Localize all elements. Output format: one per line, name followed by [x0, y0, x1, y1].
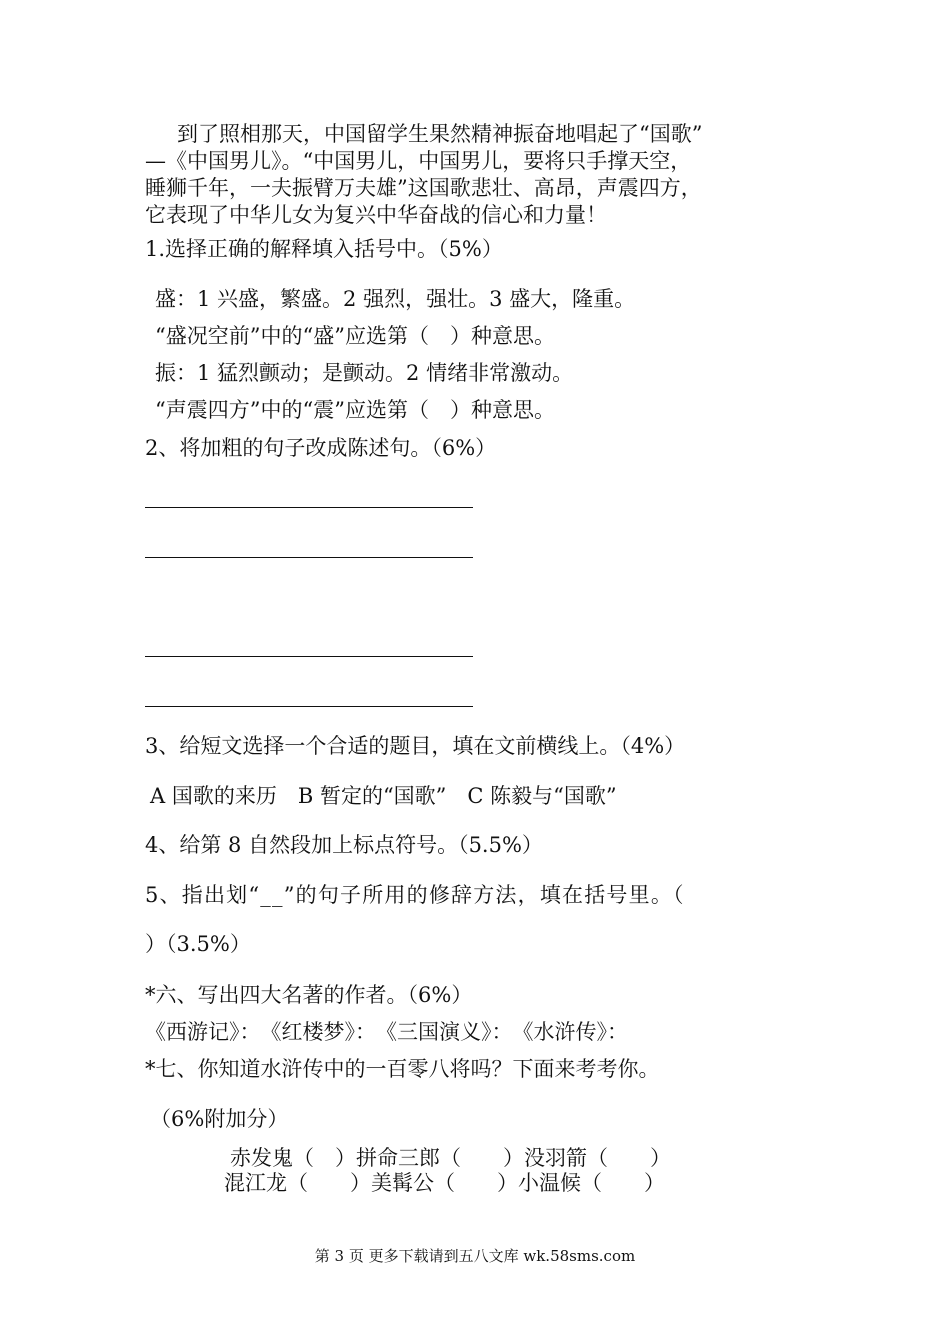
q5-line2: ）（3.5%） — [145, 932, 251, 956]
q7-row-2: 混江龙（ ）美髯公（ ）小温候（ ） — [224, 1171, 665, 1195]
answer-line — [145, 507, 473, 508]
q4-title: 4、给第 8 自然段加上标点符号。（5.5%） — [145, 833, 543, 857]
q1-question-sheng: “盛况空前”中的“盛”应选第（ ）种意思。 — [155, 324, 555, 348]
q6-books: 《西游记》： 《红楼梦》： 《三国演义》： 《水浒传》： — [145, 1020, 628, 1044]
answer-line — [145, 656, 473, 657]
answer-line — [145, 706, 473, 707]
q1-definition-zhen: 振：1 猛烈颤动；是颤动。2 情绪非常激动。 — [155, 361, 574, 385]
passage-line: —《中国男儿》。“中国男儿，中国男儿，要将只手撑天空， — [145, 149, 692, 173]
passage-line: 它表现了中华儿女为复兴中华奋战的信心和力量！ — [145, 203, 607, 227]
q5-line1: 5、指出划“__”的句子所用的修辞方法，填在括号里。（ — [145, 883, 685, 907]
answer-line — [145, 557, 473, 558]
page-footer: 第 3 页 更多下载请到五八文库 wk.58sms.com — [314, 1247, 636, 1265]
q7-title: *七、你知道水浒传中的一百零八将吗？下面来考考你。 — [145, 1057, 660, 1081]
q7-row-1: 赤发鬼（ ）拼命三郎（ ）没羽箭（ ） — [230, 1146, 671, 1170]
q1-question-zhen: “声震四方”中的“震”应选第（ ）种意思。 — [155, 398, 555, 422]
q1-title: 1.选择正确的解释填入括号中。（5%） — [145, 237, 503, 261]
q3-title: 3、给短文选择一个合适的题目，填在文前横线上。（4%） — [145, 734, 686, 758]
passage-line: 睡狮千年，一夫振臂万夫雄”这国歌悲壮、高昂，声震四方， — [145, 176, 702, 200]
q3-options: A 国歌的来历 B 暂定的“国歌” C 陈毅与“国歌” — [150, 784, 617, 808]
q6-title: *六、写出四大名著的作者。（6%） — [145, 983, 473, 1007]
q1-definition-sheng: 盛：1 兴盛，繁盛。2 强烈，强壮。3 盛大，隆重。 — [155, 287, 636, 311]
q7-bonus: （6%附加分） — [150, 1107, 289, 1131]
passage-line: 到了照相那天，中国留学生果然精神振奋地唱起了“国歌” — [177, 122, 703, 146]
q2-title: 2、将加粗的句子改成陈述句。（6%） — [145, 436, 497, 460]
passage-paragraph — [145, 121, 810, 229]
